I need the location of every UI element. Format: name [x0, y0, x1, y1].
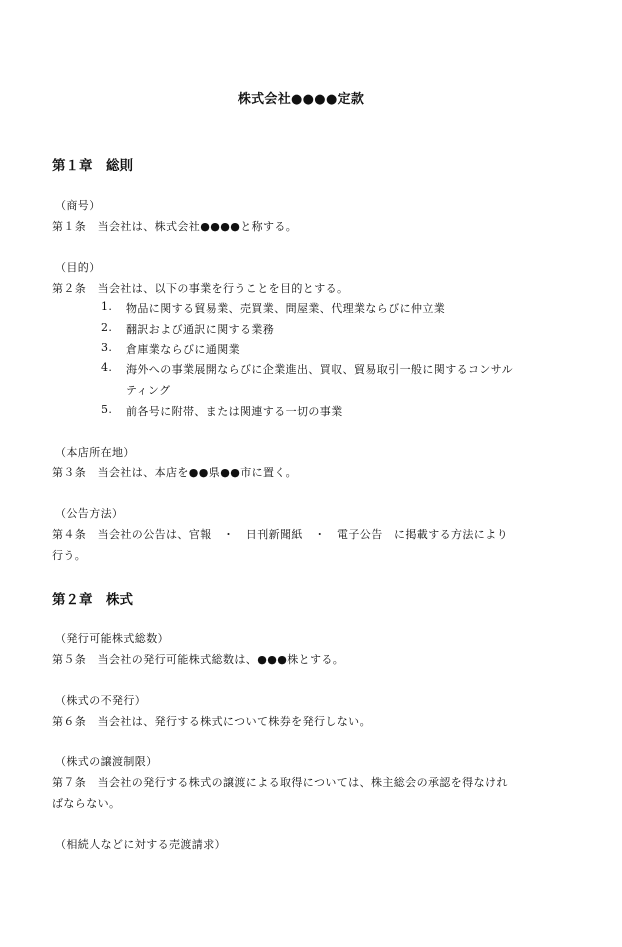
chapter-2-heading: 第２章 株式: [52, 592, 133, 608]
list-item-number: 1.: [101, 300, 113, 313]
document-title: 株式会社●●●●定款: [237, 92, 365, 107]
article-3-caption: （本店所在地）: [55, 446, 135, 459]
article-5-caption: （発行可能株式総数）: [55, 632, 169, 645]
list-item-text: 翻訳および通訳に関する業務: [126, 323, 275, 336]
article-3-text: 第３条 当会社は、本店を●●県●●市に置く。: [52, 466, 297, 479]
list-item-number: 3.: [101, 341, 113, 354]
article-1-caption: （商号）: [55, 199, 101, 212]
list-item-text: 前各号に附帯、または関連する一切の事業: [126, 405, 343, 418]
list-item-continuation: ティング: [126, 384, 171, 397]
article-1-text: 第１条 当会社は、株式会社●●●●と称する。: [52, 220, 298, 233]
article-8-caption: （相続人などに対する売渡請求）: [55, 838, 226, 851]
article-7-continuation: ばならない。: [52, 797, 121, 810]
article-6-text: 第６条 当会社は、発行する株式について株券を発行しない。: [52, 715, 371, 728]
list-item-text: 倉庫業ならびに通関業: [126, 343, 240, 356]
article-4-caption: （公告方法）: [55, 507, 124, 520]
article-7-caption: （株式の譲渡制限）: [55, 755, 158, 768]
article-5-text: 第５条 当会社の発行可能株式総数は、●●●株とする。: [52, 653, 345, 666]
list-item-number: 4.: [101, 361, 113, 374]
article-4-text: 第４条 当会社の公告は、官報 ・ 日刊新聞紙 ・ 電子公告 に掲載する方法により: [52, 528, 508, 541]
chapter-1-heading: 第１章 総則: [52, 158, 133, 174]
article-2-text: 第２条 当会社は、以下の事業を行うことを目的とする。: [52, 282, 349, 295]
list-item-number: 5.: [101, 403, 113, 416]
article-7-text: 第７条 当会社の発行する株式の譲渡による取得については、株主総会の承認を得なけれ: [52, 776, 508, 789]
article-4-continuation: 行う。: [52, 549, 87, 562]
article-2-caption: （目的）: [55, 261, 101, 274]
article-6-caption: （株式の不発行）: [55, 694, 147, 707]
list-item-number: 2.: [101, 321, 113, 334]
list-item-text: 海外への事業展開ならびに企業進出、買収、貿易取引一般に関するコンサル: [126, 363, 514, 376]
list-item-text: 物品に関する貿易業、売買業、問屋業、代理業ならびに仲立業: [126, 302, 446, 315]
